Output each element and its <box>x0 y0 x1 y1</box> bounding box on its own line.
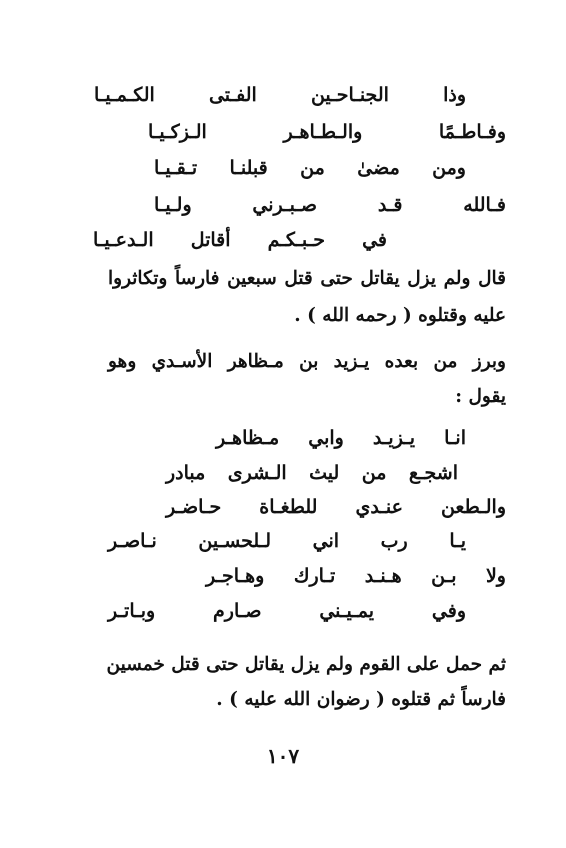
paragraph3-line-2: فارساً ثم قتلوه ( رضوان الله عليه ) . <box>216 689 506 710</box>
poem2-line-6: وفي يمـيـني صـارم وبـاتـر <box>108 600 466 622</box>
poem1-line-4: فـالله قـد صـبـرني ولـيـا <box>154 194 506 216</box>
poem1-line-1: وذا الجنـاحـين الفـتى الكـمـيـا <box>94 84 466 106</box>
poem2-line-4: يـا رب اني لـلحسـين نـاصـر <box>108 530 466 552</box>
poem2-line-1: انـا يـزيـد وابي مـظاهـر <box>216 427 466 449</box>
paragraph2-line-1: وبرز من بعده يـزيد بن مـظاهر الأسـدي وهو <box>108 351 506 372</box>
poem1-line-5: في حـبـكـم أقاتل الـدعـيـا <box>93 229 387 251</box>
poem1-line-2: وفـاطـمًا والـطـاهـر الـزكـيـا <box>148 121 506 143</box>
paragraph1-line-2: عليه وقتلوه ( رحمه الله ) . <box>294 305 506 326</box>
paragraph3-line-1: ثم حمل على القوم ولم يزل يقاتل حتى قتل خمسين <box>106 654 506 675</box>
paragraph2-line-2: يقول : <box>455 386 506 407</box>
paragraph1-line-1: قال ولم يزل يقاتل حتى قتل سبعين فارساً وتكاثروا <box>108 268 506 289</box>
poem2-line-5: ولا بـن هـنـد تـارك وهـاجـر <box>206 565 506 587</box>
poem2-line-2: اشجـع من ليث الـشرى مبادر <box>166 462 458 484</box>
page-number: ١٠٧ <box>266 744 300 768</box>
poem1-line-3: ومن مضىٰ من قبلنـا تـقـيـا <box>154 157 466 179</box>
poem2-line-3: والـطعن عنـدي للطغـاة حـاضـر <box>166 496 506 518</box>
